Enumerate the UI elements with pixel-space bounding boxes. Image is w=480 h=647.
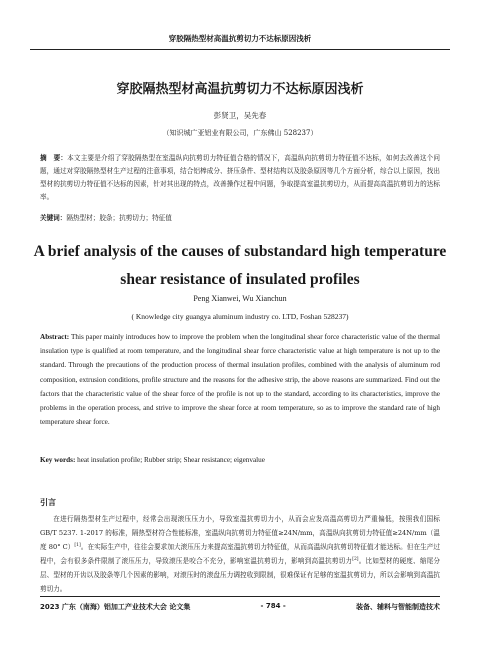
running-head: 穿胶隔热型材高温抗剪切力不达标原因浅析 [30, 33, 450, 50]
chinese-affiliation: （知识城广亚铝业有限公司，广东佛山 528237） [162, 129, 318, 137]
english-keywords [40, 456, 440, 464]
section-heading-introduction: 引言 [40, 498, 56, 507]
english-abstract [40, 330, 440, 429]
citation-ref-1[interactable]: [1] [74, 543, 81, 548]
introduction-paragraph [40, 512, 440, 597]
english-abstract-text: This paper mainly introduces how to improve the problem when the longitudinal shear force characteristic value of the thermal insulation type is qualified at room temperature, and the longitudinal shear force characteristic value at high temperature is not up to the standard. Through the precautions of the production process of thermal insulation profiles, combined with the analysis of aluminum rod composition, extrusion conditions, profile structure and the reasons for the adhesive strip, the above reasons are summarized. Find out the factors that the characteristic value of the shear force of the profile is not up to the standard, according to its characteristics, improve the problems in the operation process, and strive to improve the shear force at room temperature, so as to improve the standard rate of high temperature shear force. [40, 333, 440, 427]
citation-ref-2[interactable]: [2] [352, 557, 359, 563]
english-keywords-label: Key words: [40, 456, 76, 464]
english-keywords-text: heat insulation profile; Rubber strip; Shear resistance; eigenvalue [77, 456, 265, 464]
english-title: A brief analysis of the causes of substandard high temperature shear resistance of insulated profiles [33, 243, 447, 288]
paragraph-text-part-1: 在进行隔热型材生产过程中，经常会出现滚压压力小，导致室温抗剪切力小，从而会应发高温高剪切力严重偏低，按照我们国标 GB/T 5237. 1-2017 的标准，隔热型材符合性能标准，室温纵向抗剪切力特征值≥24N/mm，高温纵向抗剪切力特征值≥24N/mm（温度 80° C） [40, 515, 440, 552]
english-affiliation: ( Knowledge city guangya aluminum industry co. LTD, Foshan 528237) [131, 312, 349, 321]
footer-proceedings: 2023 广东（南海）铝加工产业技术大会 论文集 [40, 603, 191, 611]
english-authors: Peng Xianwei, Wu Xianchun [193, 294, 287, 303]
chinese-keywords-text: 隔热型材；胶条；抗剪切力；特征值 [66, 214, 172, 222]
chinese-keywords-label: 关键词： [40, 214, 67, 222]
chinese-authors: 彭贤卫，吴先春 [213, 111, 267, 120]
footer-page-number: - 784 - [260, 602, 286, 610]
paragraph-text-part-3: 。比如型材的硬度、缩尾分层、型材的开齿以及胶条等几个因素的影响，对滚压时的滚盘压力调控收到限制，很难保证有足够的室温抗剪切力，所以会影响到高温抗剪切力。 [40, 557, 441, 594]
paragraph-text-part-2: 。在实际生产中，往往会要求加大滚压压力来提高室温抗剪切力特征值，从而高温纵向抗剪切特征值才能达标。但在生产过程中，会有很多条件限制了滚压压力，导致滚压是咬合不充分，影响室温抗剪切力，影响到高温抗剪切力 [40, 543, 440, 566]
footer-section: 装备、辅料与智能制造技术 [356, 603, 440, 611]
page-footer [40, 596, 440, 612]
chinese-title: 穿胶隔热型材高温抗剪切力不达标原因浅析 [116, 82, 364, 97]
chinese-abstract [40, 152, 440, 204]
introduction-body [40, 512, 440, 597]
english-abstract-label: Abstract: [40, 333, 70, 341]
chinese-abstract-label: 摘 要： [40, 154, 68, 162]
chinese-abstract-text: 本文主要是介绍了穿胶隔热型在室温纵向抗剪切力特征值合格的情况下，高温纵向抗剪切力特征值不达标，如何去改善这个问题，通过对穿胶隔热型材生产过程的注意事项，结合铝棒成分、挤压条件、型材结构以及胶条原因等几个方面分析，综合以上原因，找出型材的抗剪切力特征值不达标的因素，针对其出现的特点，改善操作过程中问题，争取提高室温抗剪切力，从而提高高温抗剪切力的达标率。 [40, 154, 441, 201]
chinese-keywords [40, 212, 440, 222]
